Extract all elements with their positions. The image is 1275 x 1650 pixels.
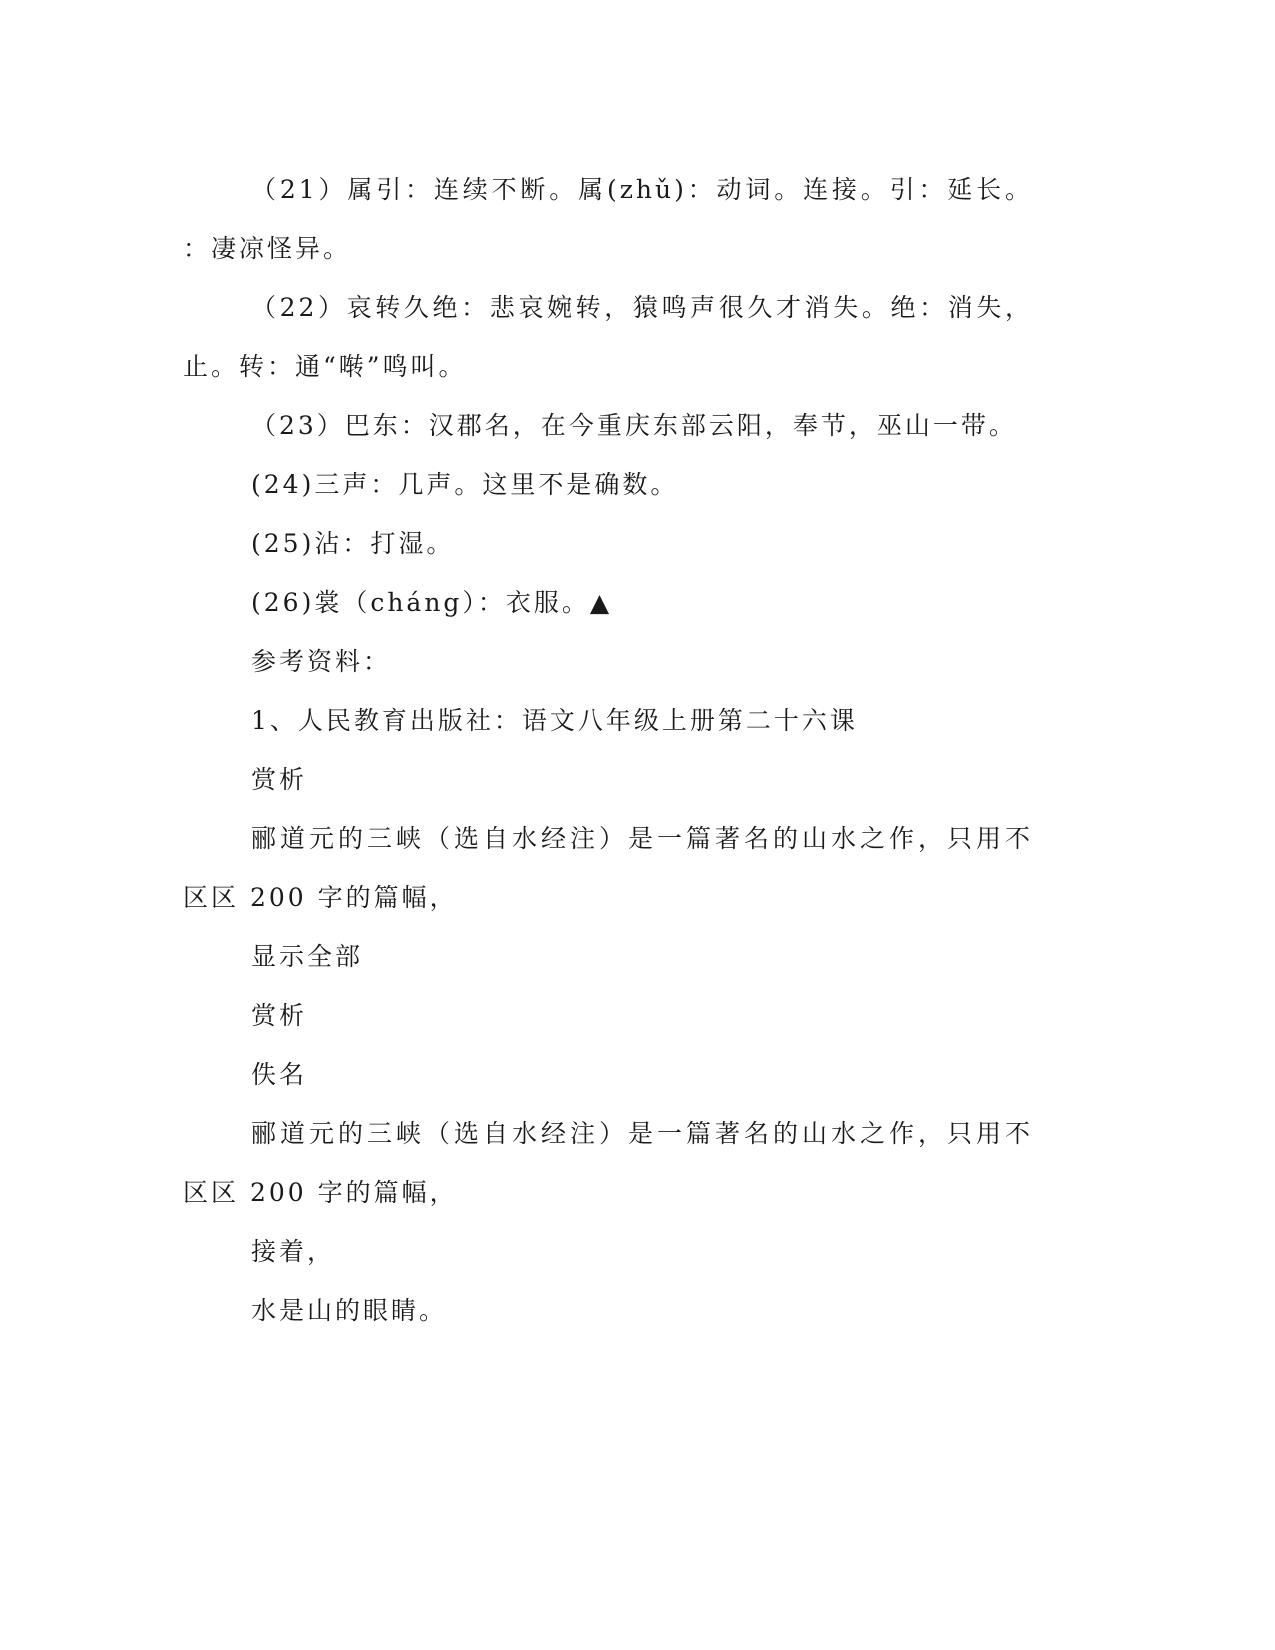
note-22-line-2: 止。转：通“啭”鸣叫。 bbox=[183, 352, 467, 381]
note-24: (24)三声：几声。这里不是确数。 bbox=[251, 470, 679, 499]
closing-line: 水是山的眼睛。 bbox=[251, 1296, 448, 1325]
document-body bbox=[183, 160, 1033, 1340]
appreciation-heading: 赏析 bbox=[251, 765, 308, 794]
note-22-line-1: （22）哀转久绝：悲哀婉转，猿鸣声很久才消失。绝：消失， bbox=[251, 293, 1033, 322]
note-21-line-1: （21）属引：连续不断。属(zhǔ)：动词。连接。引：延长。 bbox=[251, 175, 1033, 204]
appreciation-paragraph-2-line-1: 郦道元的三峡（选自水经注）是一篇著名的山水之作，只用不 bbox=[251, 1119, 1033, 1148]
author-name: 佚名 bbox=[251, 1060, 308, 1089]
show-all-link[interactable]: 显示全部 bbox=[251, 942, 364, 971]
appreciation-heading-2: 赏析 bbox=[251, 1001, 308, 1030]
note-26: (26)裳（cháng）：衣服。▲ bbox=[251, 588, 613, 617]
references-heading: 参考资料： bbox=[251, 647, 392, 676]
note-21-line-2: ：凄凉怪异。 bbox=[183, 234, 352, 263]
appreciation-paragraph-line-2: 区区 200 字的篇幅， bbox=[183, 883, 458, 912]
continuation-line: 接着， bbox=[251, 1237, 336, 1266]
appreciation-paragraph-2-line-2: 区区 200 字的篇幅， bbox=[183, 1178, 458, 1207]
reference-item-1: 1、人民教育出版社：语文八年级上册第二十六课 bbox=[251, 706, 858, 735]
note-23: （23）巴东：汉郡名，在今重庆东部云阳，奉节，巫山一带。 bbox=[251, 411, 1017, 440]
appreciation-paragraph-line-1: 郦道元的三峡（选自水经注）是一篇著名的山水之作，只用不 bbox=[251, 824, 1033, 853]
note-25: (25)沾：打湿。 bbox=[251, 529, 455, 558]
